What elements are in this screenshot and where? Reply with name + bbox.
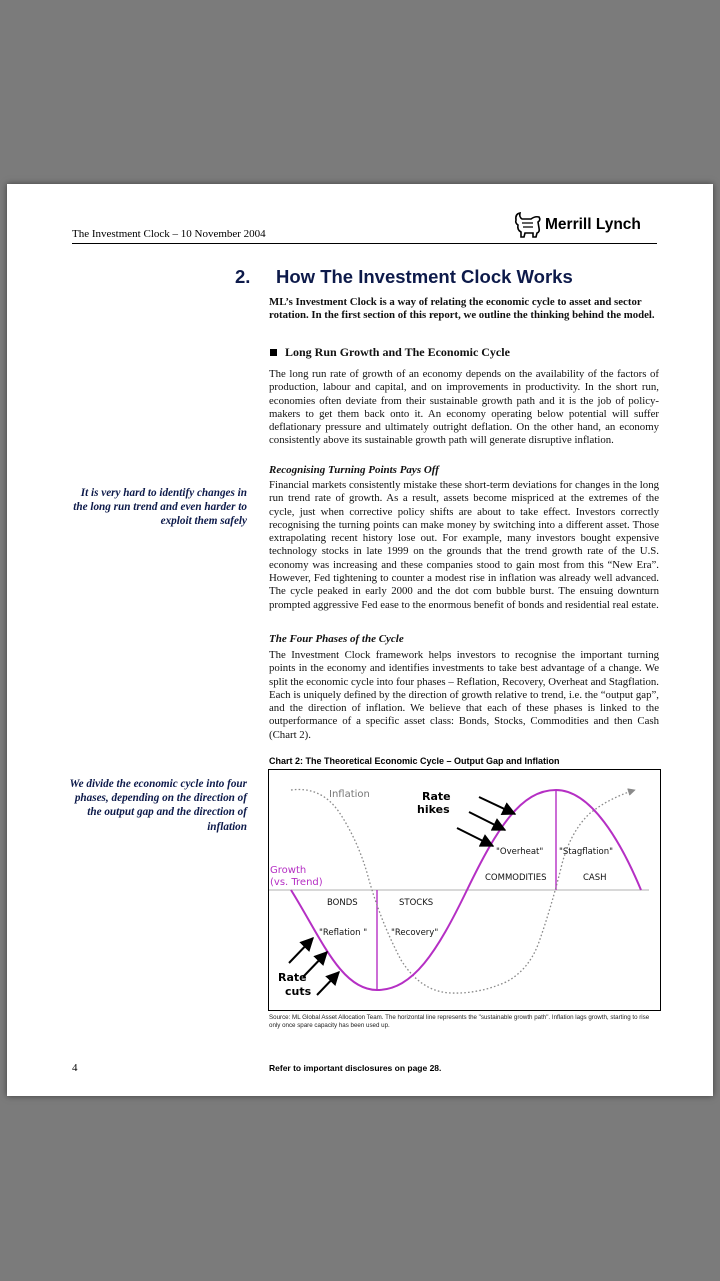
rate-cuts-arrow-1 xyxy=(289,938,313,963)
rate-hikes-arrow-1 xyxy=(479,797,515,814)
paragraph-long-run: The long run rate of growth of an economy depends on the availability of the factors of production, labour and capital, and on improvements in productivity. In the short run, economies often deviate from their sustainable growth path and it is the job of policy-makers to get them back onto it. An economy operating below potential will suffer deflationary pressure and ultimately outright deflation. On the other hand, an economy consistently above its sustainable growth path will generate disruptive inflation. xyxy=(269,368,659,447)
section-title-text: How The Investment Clock Works xyxy=(276,266,573,287)
growth-label-line1: Growth xyxy=(270,865,307,876)
merrill-lynch-logo xyxy=(513,211,657,239)
rate-hikes-arrow-3 xyxy=(457,828,493,846)
cash-label: CASH xyxy=(583,873,607,883)
cycle-drawing xyxy=(269,770,660,1010)
disclosure-link[interactable]: Refer to important disclosures on page 28. xyxy=(269,1063,442,1073)
growth-label-line2: (vs. Trend) xyxy=(270,877,323,888)
document-page xyxy=(7,184,713,1096)
rate-hikes-label-line2: hikes xyxy=(417,803,450,816)
sidenote-four-phases: We divide the economic cycle into four phases, depending on the direction of the output gap and the direction of inflation xyxy=(69,778,247,833)
rate-cuts-arrow-3 xyxy=(317,972,339,995)
commodities-label: COMMODITIES xyxy=(485,873,547,883)
header-title: The Investment Clock – 10 November 2004 xyxy=(72,228,266,240)
section-number: 2. xyxy=(235,266,251,287)
rate-hikes-label-line1: Rate xyxy=(422,790,451,803)
bull-icon xyxy=(513,211,543,239)
logo-text: Merrill Lynch xyxy=(545,216,641,233)
section-title xyxy=(235,266,573,288)
chart-source-note: Source: ML Global Asset Allocation Team. The horizontal line represents the "sustainable growth path". Inflation lags growth, starting to rise only once spare capacity has been used up. xyxy=(269,1014,650,1030)
rate-hikes-arrow-2 xyxy=(469,812,505,830)
square-bullet-icon xyxy=(270,349,277,356)
heading-four-phases: The Four Phases of the Cycle xyxy=(269,633,404,645)
economic-cycle-diagram xyxy=(268,769,661,1011)
overheat-label: "Overheat" xyxy=(496,847,544,857)
header-rule xyxy=(72,243,657,244)
paragraph-four-phases: The Investment Clock framework helps investors to recognise the important turning points in the economy and identifies investments to take best advantage of a change. We split the economic cycle into four phases – Reflation, Recovery, Overheat and Stagflation. Each is uniquely defined by the direction of growth relative to trend, i.e. the “output gap”, and the direction of inflation. We believe that each of these phases is linked to the outperformance of a specific asset class: Bonds, Stocks, Commodities and then Cash (Chart 2). xyxy=(269,649,659,741)
paragraph-turning-points: Financial markets consistently mistake these short-term deviations for changes in the long run trend rate of growth. As a result, assets become mispriced at the extremes of the cycle, just when corrective policy shifts are about to take effect. Investors correctly recognising the turning points can make money by switching into a different asset. Those extrapolating recent history lose out. For example, many investors bought expensive technology stocks in late 1999 on the grounds that the trend growth rate of the U.S. economy was increasing and these companies stood to gain most from this “New Era”. However, Fed tightening to counter a modest rise in inflation was already well advanced. The cycle peaked in early 2000 and the dot com bubble burst. The ensuing downturn prompted aggressive Fed ease to the enormous benefit of bonds and residential real estate. xyxy=(269,479,659,611)
stagflation-label: "Stagflation" xyxy=(559,847,613,857)
heading-long-run xyxy=(269,346,659,359)
recovery-label: "Recovery" xyxy=(391,928,439,938)
chart-title: Chart 2: The Theoretical Economic Cycle – Output Gap and Inflation xyxy=(269,756,560,766)
sidenote-turning-points: It is very hard to identify changes in the long run trend and even harder to exploit them safely xyxy=(73,487,247,528)
rate-cuts-label-line1: Rate xyxy=(278,971,307,984)
heading-long-run-text: Long Run Growth and The Economic Cycle xyxy=(285,345,510,359)
heading-turning-points: Recognising Turning Points Pays Off xyxy=(269,464,439,476)
inflation-curve xyxy=(291,789,635,993)
bonds-label: BONDS xyxy=(327,898,358,908)
rate-cuts-label-line2: cuts xyxy=(285,985,312,998)
stocks-label: STOCKS xyxy=(399,898,434,908)
lead-paragraph: ML’s Investment Clock is a way of relating the economic cycle to asset and sector rotation. In the first section of this report, we outline the thinking behind the model. xyxy=(269,296,655,322)
reflation-label: "Reflation " xyxy=(319,928,368,938)
page-number: 4 xyxy=(72,1062,78,1074)
inflation-label: Inflation xyxy=(329,789,370,800)
